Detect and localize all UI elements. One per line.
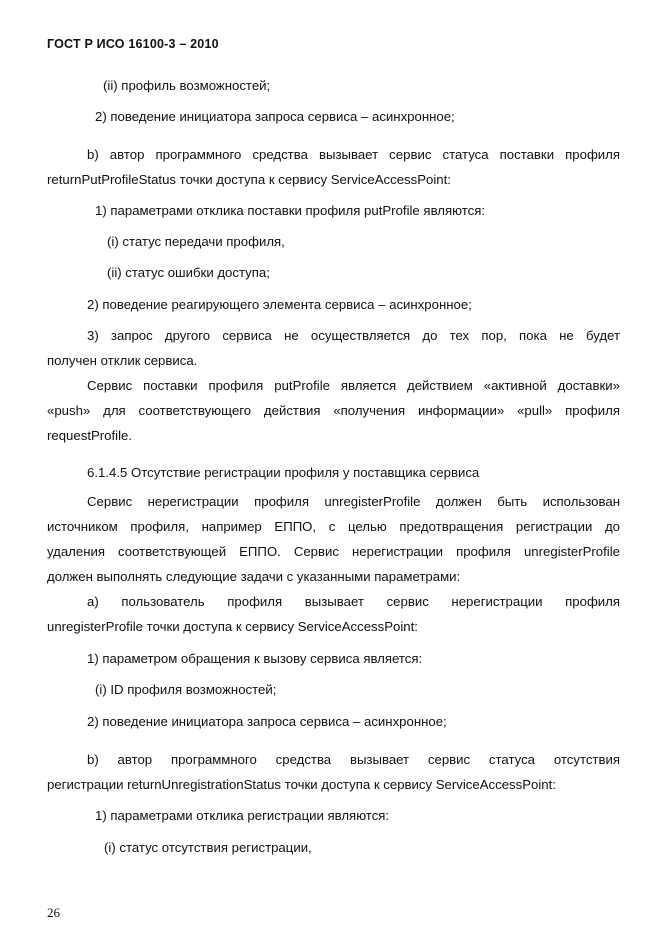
text-line: (i) статус отсутствия регистрации, (104, 840, 312, 855)
text-line: источником профиля, например ЕППО, с целью предотвращения регистрации до (47, 519, 620, 534)
text-line: 3) запрос другого сервиса не осуществляется до тех пор, пока не будет (87, 328, 620, 343)
page-number: 26 (47, 905, 60, 920)
text-line: unregisterProfile точки доступа к сервису ServiceAccessPoint: (47, 619, 418, 634)
text-line: должен выполнять следующие задачи с указанными параметрами: (47, 569, 461, 584)
text-line: удаления соответствующей ЕППО. Сервис нерегистрации профиля unregisterProfile (47, 544, 620, 559)
text-line: (ii) статус ошибки доступа; (107, 265, 270, 280)
text-line: a) пользователь профиля вызывает сервис нерегистрации профиля (87, 594, 620, 609)
text-line: регистрации returnUnregistrationStatus точки доступа к сервису ServiceAccessPoint: (47, 777, 556, 792)
text-line: Сервис нерегистрации профиля unregisterProfile должен быть использован (87, 494, 620, 509)
text-line: b) автор программного средства вызывает сервис статуса отсутствия (87, 752, 620, 767)
text-line: получен отклик сервиса. (47, 353, 198, 368)
text-line: requestProfile. (47, 428, 133, 443)
text-line: returnPutProfileStatus точки доступа к сервису ServiceAccessPoint: (47, 172, 451, 187)
text-line: Сервис поставки профиля putProfile является действием «активной доставки» (87, 378, 620, 393)
text-line: (i) статус передачи профиля, (107, 234, 285, 249)
text-line: 2) поведение инициатора запроса сервиса – асинхронное; (87, 714, 447, 729)
text-line: b) автор программного средства вызывает сервис статуса поставки профиля (87, 147, 620, 162)
text-line: 1) параметрами отклика поставки профиля putProfile являются: (95, 203, 485, 218)
text-line: (ii) профиль возможностей; (103, 78, 271, 93)
section-heading: 6.1.4.5 Отсутствие регистрации профиля у поставщика сервиса (87, 465, 480, 480)
text-line: (i) ID профиля возможностей; (95, 682, 277, 697)
text-line: «push» для соответствующего действия «получения информации» «pull» профиля (47, 403, 620, 418)
text-line: 2) поведение инициатора запроса сервиса – асинхронное; (95, 109, 455, 124)
text-line: 1) параметром обращения к вызову сервиса является: (87, 651, 423, 666)
standard-header: ГОСТ Р ИСО 16100-3 – 2010 (47, 37, 219, 51)
text-line: 2) поведение реагирующего элемента сервиса – асинхронное; (87, 297, 472, 312)
text-line: 1) параметрами отклика регистрации являются: (95, 808, 390, 823)
